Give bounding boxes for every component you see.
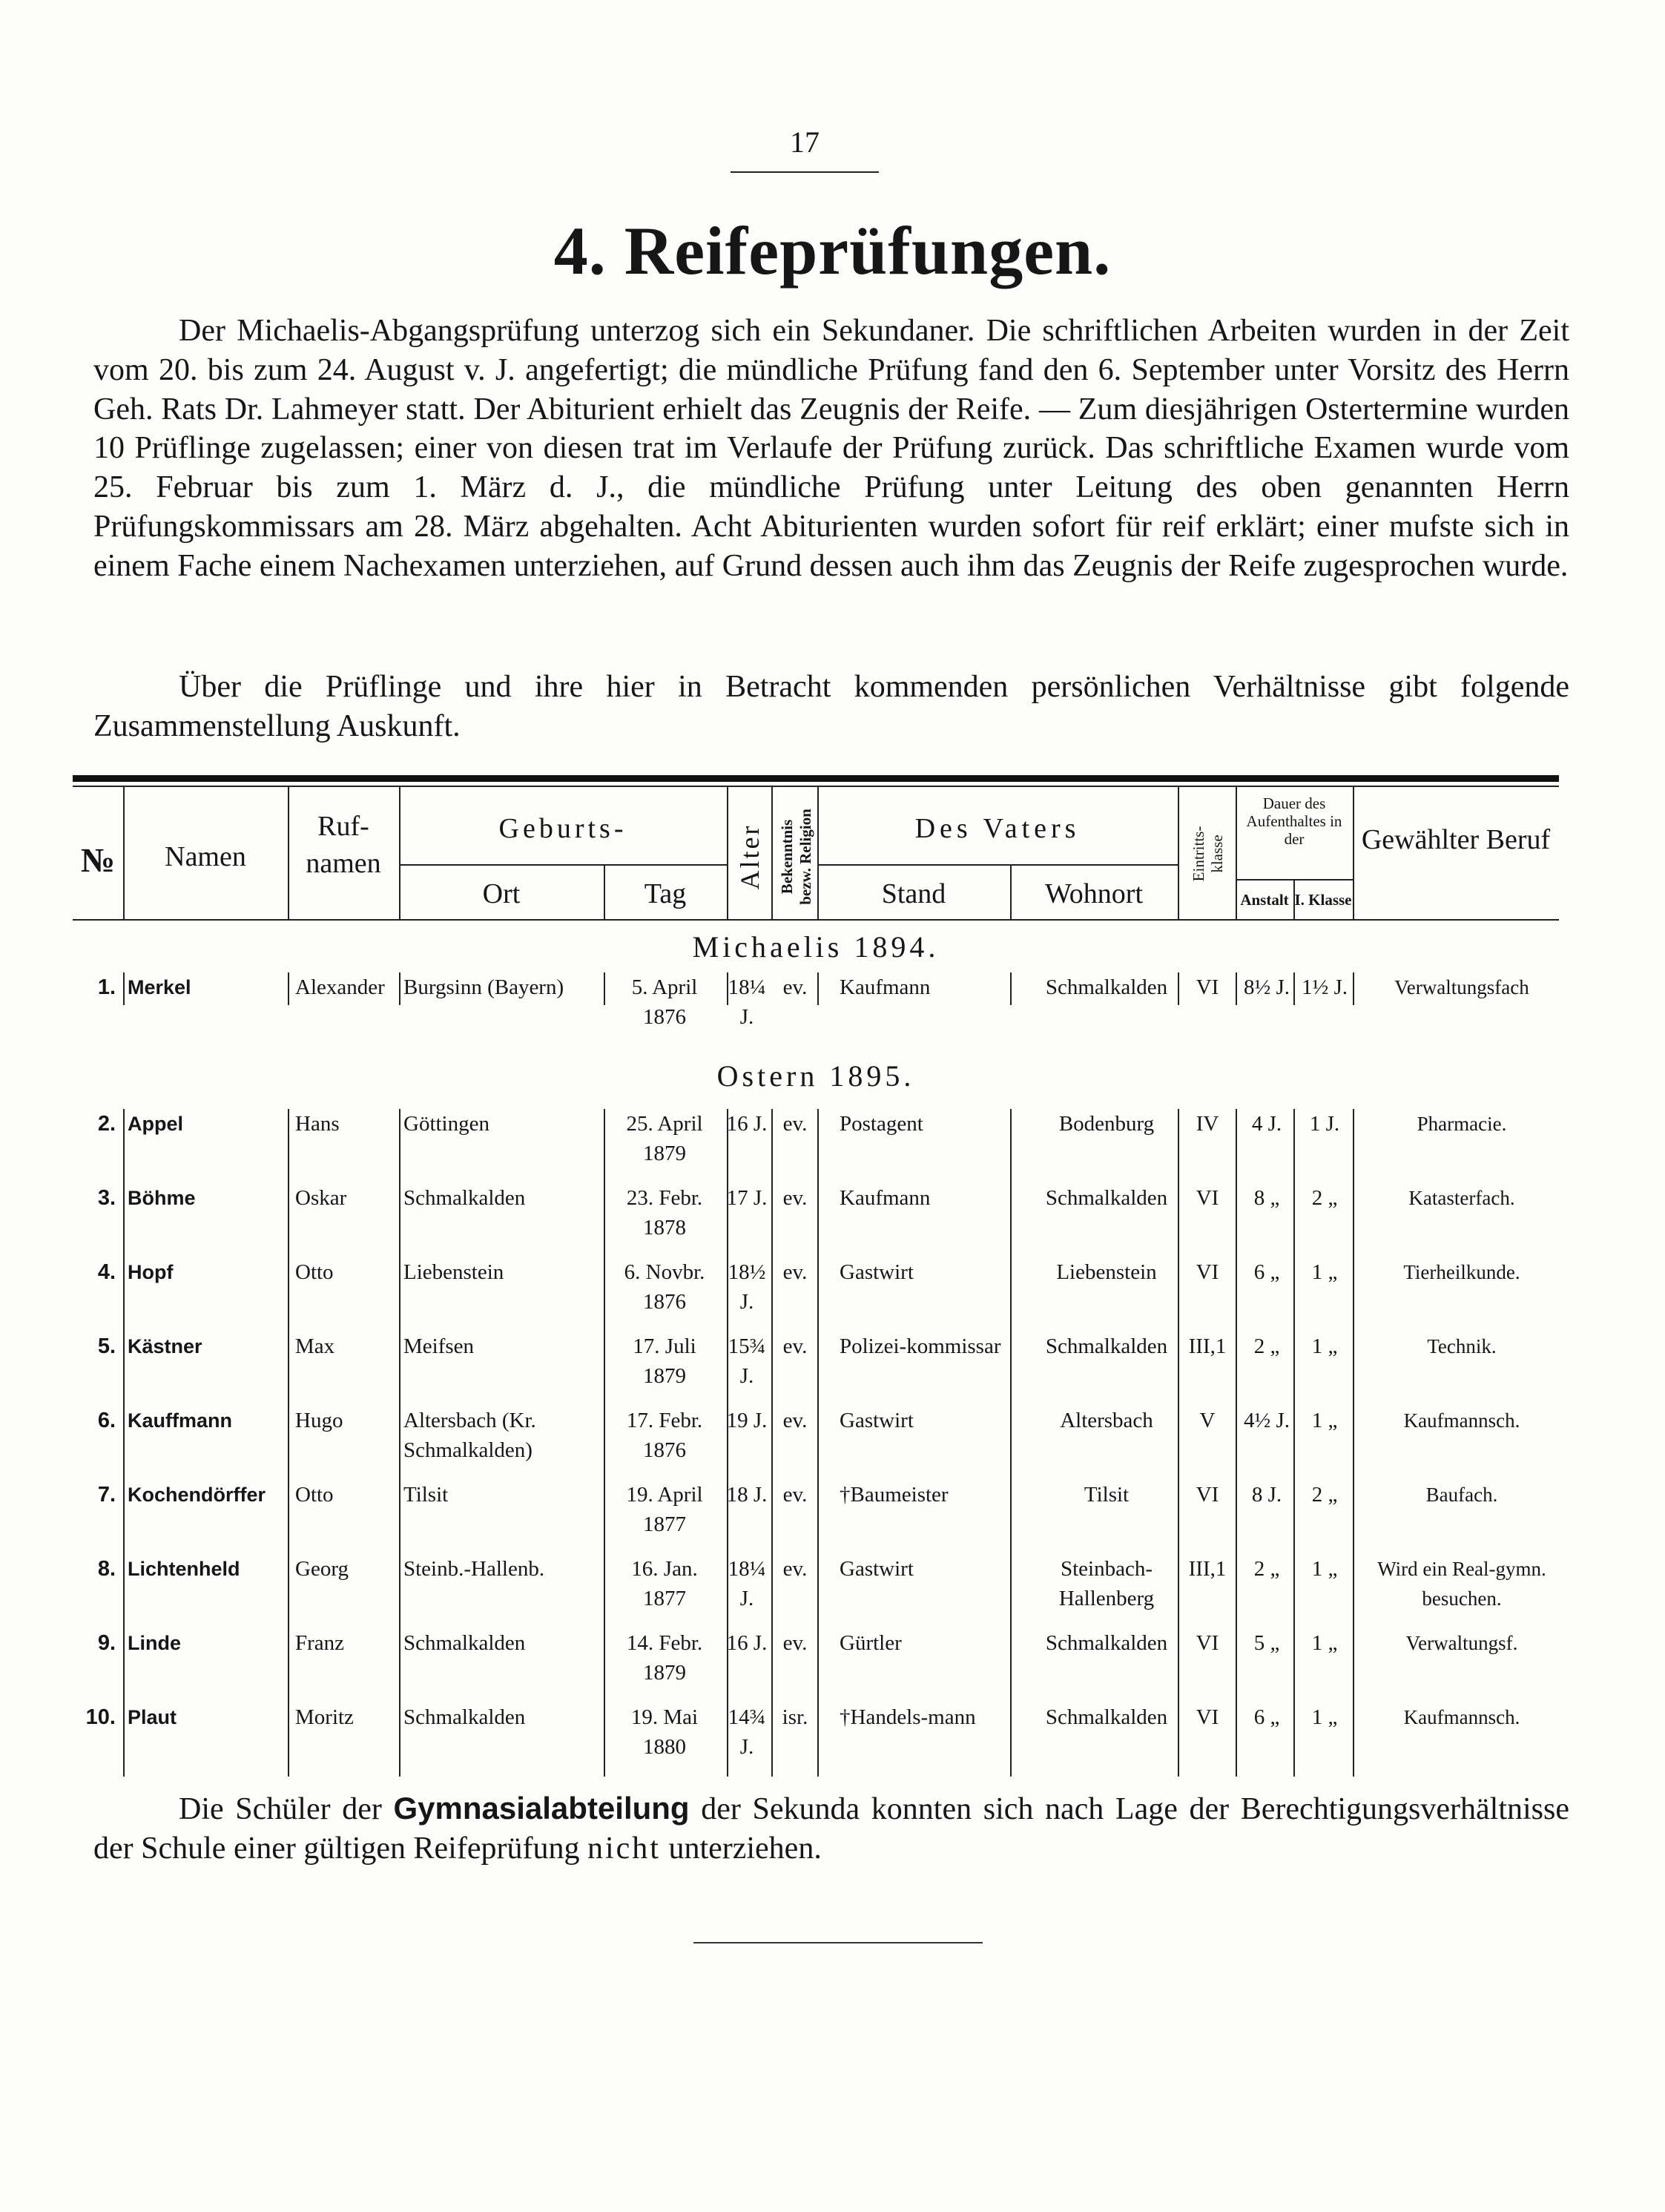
row-father-occupation: Kaufmann [840,975,931,999]
table-row [73,1702,1559,1777]
row-father-residence: Schmalkalden [1045,1705,1168,1729]
row-birthdate: 19. Mai 1880 [630,1705,699,1759]
row-birthdate: 14. Febr. 1879 [626,1631,703,1685]
row-name: Linde [128,1632,181,1654]
results-table [73,775,1559,1759]
row-entry-class: IV [1196,1112,1219,1136]
row-rufname: Oskar [295,1186,347,1210]
table-row [73,1109,1559,1183]
row-age: 16 J. [726,1112,768,1136]
row-rufname: Otto [295,1483,334,1507]
header-klasse1: I. Klasse [1294,891,1352,909]
row-duration-school: 8½ J. [1243,975,1290,999]
section-label-michaelis: Michaelis 1894. [692,930,940,964]
row-age: 17 J. [726,1186,768,1210]
row-rufname: Otto [295,1260,334,1284]
page-number: 17 [790,125,820,159]
row-birthplace: Meifsen [403,1334,475,1358]
row-age: 14¾ J. [728,1705,766,1759]
row-duration-school: 6 „ [1253,1260,1280,1284]
row-number: 5. [97,1334,116,1358]
row-birthdate: 19. April 1877 [626,1483,703,1536]
header-bekenntnis: Bekenntnis bezw. Religion [778,809,814,905]
row-career: Kaufmannsch. [1403,1706,1520,1728]
row-name: Merkel [128,976,191,998]
row-age: 16 J. [726,1631,768,1655]
row-birthplace: Altersbach (Kr. Schmalkalden) [403,1409,536,1462]
row-religion: ev. [782,1112,808,1136]
header-eintritts: Eintritts-klasse [1190,826,1226,882]
header-namen: Namen [165,841,246,872]
table-row [73,1406,1559,1480]
row-father-residence: Liebenstein [1056,1260,1157,1284]
row-number: 7. [97,1483,116,1507]
row-career: Pharmacie. [1417,1113,1507,1135]
row-birthplace: Steinb.-Hallenb. [403,1557,545,1581]
closing-bold: Gymnasialabteilung [393,1791,690,1826]
row-number: 8. [97,1557,116,1581]
row-entry-class: III,1 [1188,1557,1227,1581]
row-father-occupation: †Handels-mann [840,1705,976,1729]
row-name: Hopf [128,1261,174,1283]
row-birthplace: Burgsinn (Bayern) [403,975,564,999]
row-birthplace: Schmalkalden [403,1705,526,1729]
row-career: Technik. [1427,1335,1497,1357]
row-number: 3. [97,1186,116,1210]
header-subrule [1236,879,1353,880]
row-entry-class: VI [1196,975,1219,999]
row-career: Verwaltungsfach [1394,976,1529,998]
row-birthdate: 16. Jan. 1877 [631,1557,698,1610]
header-divider [771,786,773,921]
row-career: Tierheilkunde. [1403,1261,1520,1283]
row-career: Kaufmannsch. [1403,1409,1520,1432]
row-duration-class1: 2 „ [1311,1186,1338,1210]
intro-paragraph-2: Über die Prüflinge und ihre hier in Betracht kommenden persönlichen Verhältnisse gibt folgende Zusammenstellung Auskunft. [93,670,1569,743]
row-name: Appel [128,1113,184,1135]
row-duration-class1: 1 „ [1311,1557,1338,1581]
row-birthplace: Schmalkalden [403,1186,526,1210]
closing-middle: der Sekunda konnten sich nach Lage der Berechtigungsverhältnisse der Schule einer gültigen Reifeprüfung [93,1792,1569,1866]
page-number-rule [731,171,879,173]
closing-prefix: Die Schüler der [179,1792,382,1826]
row-entry-class: VI [1196,1483,1219,1507]
row-career: Verwaltungsf. [1405,1632,1518,1654]
table-row [73,1554,1559,1628]
row-religion: ev. [782,1557,808,1581]
row-entry-class: III,1 [1188,1334,1227,1358]
row-religion: ev. [782,975,808,999]
row-duration-class1: 1 „ [1311,1334,1338,1358]
row-entry-class: VI [1196,1631,1219,1655]
row-father-residence: Bodenburg [1058,1112,1155,1136]
row-number: 10. [85,1705,116,1729]
row-career: Katasterfach. [1408,1187,1515,1209]
table-row [73,1257,1559,1332]
row-name: Kochendörffer [128,1484,266,1506]
header-tag: Tag [644,878,687,909]
row-religion: isr. [782,1705,808,1729]
row-duration-class1: 1 „ [1311,1260,1338,1284]
row-birthplace: Schmalkalden [403,1631,526,1655]
row-birthdate: 5. April 1876 [631,975,698,1029]
intro-paragraph: Der Michaelis-Abgangsprüfung unterzog sich ein Sekundaner. Die schriftlichen Arbeiten wurden in der Zeit vom 20. bis zum 24. August v. J. angefertigt; die mündliche Prüfung fand den 6. September unter Vorsitz des Herrn Geh. Rats Dr. Lahmeyer statt. Der Abiturient erhielt das Zeugnis der Reife. — Zum diesjährigen Ostertermine wurden 10 Prüflinge zugelassen; einer von diesen trat im Verlaufe der Prüfung zurück. Das schriftliche Examen wurde vom 25. Februar bis zum 1. März d. J., die mündliche Prüfung unter Leitung des oben genannten Herrn Prüfungskommissars am 28. März abgehalten. Acht Abiturienten wurden sofort für reif erklärt; einer mufste sich in einem Fache einem Nachexamen unterziehen, auf Grund dessen auch ihm das Zeugnis der Reife zugesprochen wurde. [93,314,1569,583]
row-duration-school: 6 „ [1253,1705,1280,1729]
row-duration-class1: 1 „ [1311,1705,1338,1729]
table-row [73,1628,1559,1702]
end-rule [693,1942,983,1943]
row-number: 9. [97,1631,116,1655]
table-top-rule-2 [73,786,1559,787]
row-birthdate: 17. Febr. 1876 [626,1409,703,1462]
header-des-vaters: Des Vaters [914,813,1081,844]
page-title: 4. Reifeprüfungen. [553,213,1112,289]
row-duration-class1: 1½ J. [1301,975,1348,999]
row-religion: ev. [782,1334,808,1358]
row-father-residence: Tilsit [1084,1483,1130,1507]
row-father-occupation: Postagent [840,1112,923,1136]
row-name: Böhme [128,1187,196,1209]
header-ort: Ort [482,878,521,909]
row-father-occupation: Gastwirt [840,1557,914,1581]
row-father-occupation: Kaufmann [840,1186,931,1210]
header-stand: Stand [881,878,946,909]
row-rufname: Hugo [295,1409,343,1432]
row-entry-class: VI [1196,1705,1219,1729]
row-number: 1. [97,975,116,999]
row-name: Lichtenheld [128,1558,240,1580]
row-father-occupation: Gastwirt [840,1409,914,1432]
row-entry-class: VI [1196,1260,1219,1284]
row-birthdate: 17. Juli 1879 [633,1334,696,1388]
closing-paragraph [93,1789,1569,1869]
row-duration-school: 2 „ [1253,1334,1280,1358]
row-age: 19 J. [726,1409,768,1432]
table-header-bottom-rule [73,919,1559,921]
row-duration-school: 8 J. [1251,1483,1282,1507]
table-row [73,1183,1559,1257]
row-father-occupation: †Baumeister [840,1483,949,1507]
row-birthplace: Liebenstein [403,1260,504,1284]
row-religion: ev. [782,1483,808,1507]
row-duration-school: 5 „ [1253,1631,1280,1655]
header-dauer: Dauer des Aufenthaltes in der [1246,794,1342,848]
header-geburts: Geburts- [498,813,627,844]
header-wohnort: Wohnort [1044,878,1144,909]
row-father-residence: Schmalkalden [1045,1631,1168,1655]
row-rufname: Franz [295,1631,345,1655]
table-top-rule [73,775,1559,782]
row-religion: ev. [782,1409,808,1432]
row-birthplace: Tilsit [403,1483,449,1507]
row-father-occupation: Gastwirt [840,1260,914,1284]
header-divider [727,786,728,921]
row-duration-school: 8 „ [1253,1186,1280,1210]
row-entry-class: V [1199,1409,1216,1432]
header-divider [1178,786,1179,921]
table-row [73,1332,1559,1406]
row-rufname: Moritz [295,1705,354,1729]
header-subrule [399,864,727,866]
row-duration-school: 2 „ [1253,1557,1280,1581]
row-birthdate: 23. Febr. 1878 [626,1186,703,1240]
row-duration-class1: 1 „ [1311,1409,1338,1432]
row-birthplace: Göttingen [403,1112,489,1136]
row-father-residence: Steinbach-Hallenberg [1058,1557,1155,1610]
row-age: 15¾ J. [728,1334,766,1388]
row-rufname: Alexander [295,975,385,999]
row-duration-school: 4 J. [1251,1112,1282,1136]
row-number: 4. [97,1260,116,1284]
section-label-ostern: Ostern 1895. [716,1059,915,1093]
row-birthdate: 25. April 1879 [626,1112,703,1165]
table-row [73,1480,1559,1554]
row-birthdate: 6. Novbr. 1876 [624,1260,705,1314]
row-duration-class1: 1 J. [1309,1112,1340,1136]
row-father-residence: Schmalkalden [1045,1186,1168,1210]
row-religion: ev. [782,1260,808,1284]
row-number: 6. [97,1409,116,1432]
row-number: 2. [97,1112,116,1136]
row-rufname: Max [295,1334,335,1358]
row-age: 18 J. [726,1483,768,1507]
header-subrule [817,864,1178,866]
row-father-residence: Schmalkalden [1045,975,1168,999]
header-anstalt: Anstalt [1240,891,1289,909]
row-religion: ev. [782,1631,808,1655]
row-duration-school: 4½ J. [1243,1409,1290,1432]
row-father-occupation: Gürtler [840,1631,902,1655]
row-name: Kästner [128,1335,202,1357]
row-age: 18¼ J. [728,975,766,1029]
header-rufnamen: Ruf- namen [306,811,381,879]
row-rufname: Hans [295,1112,340,1136]
row-rufname: Georg [295,1557,349,1581]
row-duration-class1: 1 „ [1311,1631,1338,1655]
row-age: 18½ J. [728,1260,766,1314]
header-alter: Alter [735,823,765,890]
row-career: Wird ein Real-gymn. besuchen. [1377,1558,1546,1610]
row-name: Plaut [128,1706,177,1728]
closing-spaced: nicht [587,1831,661,1866]
closing-suffix: unterziehen. [668,1831,822,1866]
header-beruf: Gewählter Beruf [1361,824,1551,855]
row-father-occupation: Polizei-kommissar [840,1334,1001,1358]
row-entry-class: VI [1196,1186,1219,1210]
row-father-residence: Altersbach [1060,1409,1153,1432]
row-father-residence: Schmalkalden [1045,1334,1168,1358]
row-religion: ev. [782,1186,808,1210]
header-num: № [80,841,116,879]
row-duration-class1: 2 „ [1311,1483,1338,1507]
table-row [73,972,1559,1047]
row-name: Kauffmann [128,1409,232,1432]
row-age: 18¼ J. [728,1557,766,1610]
row-career: Baufach. [1425,1484,1498,1506]
